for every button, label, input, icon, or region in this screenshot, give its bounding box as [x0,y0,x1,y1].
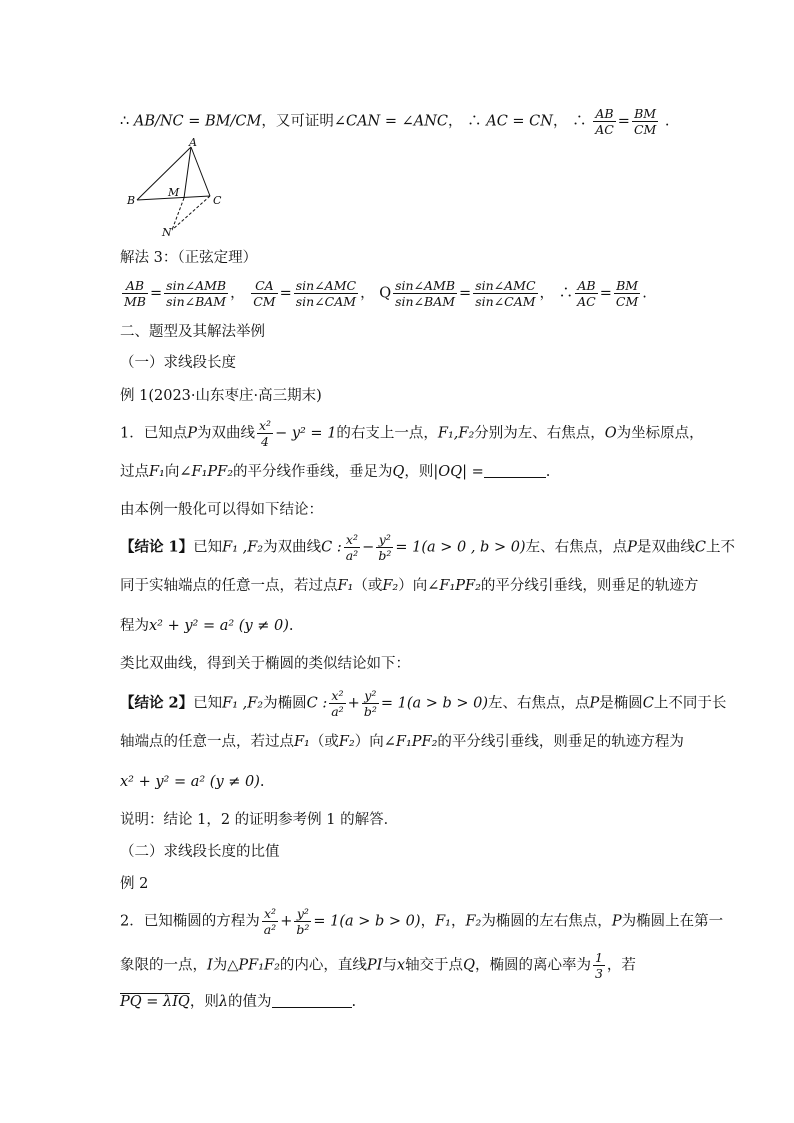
line-pi: PI [366,957,383,974]
eccentricity-fraction [593,950,605,981]
var-o: O [604,425,617,442]
fraction [575,278,598,309]
segment-ab [137,147,191,200]
segment-ac [191,147,210,196]
denominator: b² [363,704,377,719]
answer-blank[interactable] [272,993,352,1008]
fraction [251,278,277,309]
ratio-expression: AB/NC = BM/CM [133,113,262,130]
text: 同于实轴端点的任意一点，若过点 [120,578,338,594]
numerator: x² [262,906,278,922]
numerator: y² [294,906,311,922]
var-p: P [187,425,197,442]
conclusion2-line1 [120,688,726,719]
therefore-symbol: ∴ [572,113,587,130]
text: ）向 [398,578,428,594]
denominator: a² [345,548,359,563]
fraction [614,278,640,309]
var-p: P [589,695,600,712]
numerator: y² [376,532,393,548]
denominator: 3 [594,966,603,981]
text: 的平分线引垂线，则垂足的轨迹方程为 [437,734,684,750]
denominator: CM [615,294,639,309]
text: 与 [382,957,397,974]
numerator: x² [344,532,360,548]
text: 象限的一点， [120,957,207,974]
text: 为双曲线 [263,539,322,556]
denominator: 4 [261,434,269,449]
denominator: CM [253,294,276,309]
text: ， [420,913,436,930]
label-m: M [168,186,180,199]
method3-heading: 解法 3：（正弦定理） [120,250,258,266]
denominator: b² [296,922,310,937]
numerator: AB [575,278,598,294]
var-f1: F₁ [149,464,165,480]
var-f1: F₁ [337,578,354,594]
numerator: AB [593,106,616,122]
denominator: sin∠CAM [295,294,357,309]
equation: = 1(a > b > 0) [313,913,421,930]
text: 为椭圆 [263,695,307,712]
var-c: C [694,539,706,556]
text: ，椭圆的离心率为 [474,957,591,974]
denominator: CM [633,122,657,137]
abs-oq: |OQ| = [433,464,484,480]
denominator: AC [577,294,596,309]
text: （或 [353,578,383,594]
numerator: sin∠AMC [475,278,536,293]
period: . [664,113,670,130]
text: ，若 [606,957,636,974]
problem2-line2 [120,950,636,981]
numerator: sin∠AMB [166,278,227,293]
segment-cn-dashed [172,196,210,230]
problem2-line3 [120,992,356,1012]
triangle: △PF₁F₂ [227,957,280,974]
equation: = 1(a > b > 0) [380,695,489,712]
var-x: x [396,957,406,974]
text: 已知 [193,539,223,556]
text: 过点 [120,464,149,480]
text: ，则 [189,994,219,1010]
fraction [294,906,311,937]
text: 的平分线引垂线，则垂足的轨迹方 [480,578,699,594]
operator: − [362,539,375,556]
triangle-figure [120,138,230,238]
text: ）向 [354,734,384,750]
fraction [393,278,457,309]
text: 的右支上一点， [336,425,438,442]
punct: ， [448,113,463,130]
conclusion-tag: 【结论 2】 [120,694,194,712]
period: . [351,994,357,1010]
var-i: I [207,957,213,974]
curve-name: C : [306,695,328,712]
punct: ， [552,113,568,130]
segment-mn-dashed [172,198,184,230]
conclusion1-line2 [120,576,698,596]
conclusion1-line1 [120,532,735,563]
segment-am [184,147,191,198]
period: . [288,618,294,634]
analogy-text: 类比双曲线，得到关于椭圆的类似结论如下： [120,656,410,672]
equals: = [617,113,630,130]
denominator: a² [331,704,344,719]
angle-equality: ∠CAN = ∠ANC [333,113,449,130]
var-f2: F₂ [465,913,482,930]
text: 的内心，直线 [279,957,367,974]
therefore-symbol: ∴ [120,113,130,130]
label-b: B [127,194,136,207]
text: 为 [212,957,228,974]
q-symbol: Q [379,285,392,302]
segment-equality: AC = CN [486,113,553,130]
text: 左、右焦点，点 [488,695,590,712]
method3-equations: $\frac{AB}{MB}$ = $\frac{\text{sin∠AMB}}{\text{sin∠BAM}}$ ， $\frac{CA}{CM}$ = $\frac{\text{sin∠AMC}}{\text{sin∠CAM}}$ ， Q $\frac{\text{sin∠AMB}}{\text{sin∠BAM}}$ = $\frac{\text{sin∠AMC}}{\text{sin∠CAM}}$ ， ∴ $\frac{AB}{AC}$ = $\frac{BM}{CM}$ . [124,278,647,309]
text: 的值为 [228,994,272,1010]
denominator: b² [378,548,392,563]
locus-equation: x² + y² = a² (y ≠ 0) [149,618,289,634]
problem1-line2 [120,462,550,482]
numerator: BM [614,278,640,294]
var-f2: F₂ [382,578,399,594]
angle: ∠F₁PF₂ [179,464,234,480]
text: 2．已知椭圆的方程为 [120,913,260,930]
var-f1: F₁ [294,734,310,750]
numerator: x² [329,688,345,704]
var-foci: F₁ ,F₂ [222,695,264,712]
text: 上不 [705,539,735,556]
denominator: sin∠BAM [166,294,227,309]
numerator: sin∠AMB [395,278,456,293]
example2-label: 例 2 [120,876,149,892]
denominator: sin∠CAM [475,294,536,309]
denominator: a² [263,922,277,937]
denominator: sin∠BAM [395,294,456,309]
var-p: P [611,913,622,930]
fraction [344,532,360,563]
var-lambda: λ [218,994,229,1010]
angle: ∠F₁PF₂ [383,734,438,750]
text: 为椭圆的左右焦点， [481,913,612,930]
conclusion2-line3 [120,772,265,792]
conclusion1-line3 [120,616,294,636]
text: 为坐标原点， [616,425,704,442]
example1-label: 例 1(2023·山东枣庄·高三期末) [120,388,322,404]
text: 的平分线作垂线，垂足为 [233,464,393,480]
note-text: 说明：结论 1，2 的证明参考例 1 的解答． [120,812,399,828]
numerator: sin∠AMC [295,278,357,293]
numerator: AB [122,278,148,294]
therefore-symbol: ∴ [467,113,482,130]
subsection-heading-1: （一）求线段长度 [120,355,236,371]
text: 向 [164,464,180,480]
numerator: CA [251,278,277,294]
period: . [545,464,551,480]
text: ，则 [404,464,434,480]
section-heading-2: 二、题型及其解法举例 [120,324,265,340]
text-also-prove: 又可证明 [275,113,334,130]
var-foci: F₁,F₂ [437,425,475,442]
text: 轴交于点 [405,957,464,974]
angle: ∠F₁PF₂ [427,578,481,594]
text: 已知 [193,695,223,712]
fraction-bm-cm [632,106,658,137]
text: 左、右焦点，点 [525,539,628,556]
conclusion-tag: 【结论 1】 [120,538,194,556]
answer-blank[interactable] [484,463,546,478]
text: ， [450,913,466,930]
fraction [294,278,358,309]
fraction [329,688,345,719]
text: 1．已知点 [120,425,188,442]
operator: + [347,695,360,712]
denominator: MB [124,294,146,309]
text: （或 [309,734,339,750]
text: 为椭圆上在第一 [621,913,724,930]
equation: − y² = 1 [275,425,337,442]
text: 程为 [120,618,149,634]
text: 分别为左、右焦点， [474,425,605,442]
problem2-line1 [120,906,723,937]
generalize-text: 由本例一般化可以得如下结论： [120,502,323,518]
denominator: AC [595,122,614,137]
numerator: 1 [594,950,603,965]
locus-equation: x² + y² = a² (y ≠ 0) [120,774,260,790]
var-f2: F₂ [338,734,355,750]
text: 是双曲线 [636,539,695,556]
therefore-symbol: ∴ [558,285,574,302]
text: 上不同于长 [653,695,727,712]
var-foci: F₁ ,F₂ [222,539,264,556]
operator: + [280,913,293,930]
subsection-heading-2: （二）求线段长度的比值 [120,844,280,860]
fraction [122,278,148,309]
var-c: C [642,695,654,712]
period: . [259,774,265,790]
numerator: x² [259,418,272,433]
problem1-line1 [120,418,704,449]
var-f1: F₁ [435,913,451,930]
text: 为双曲线 [197,425,255,442]
fraction [262,906,278,937]
var-p: P [627,539,637,556]
fraction [257,418,273,449]
proof-line-1 [120,106,670,137]
numerator: y² [362,688,379,704]
conclusion2-line2 [120,732,684,752]
punct: ， [261,113,276,130]
fraction [362,688,379,719]
label-n: N [162,226,172,238]
fraction [376,532,393,563]
equation: = 1(a > 0 , b > 0) [395,539,526,556]
label-a: A [189,138,197,149]
fraction-ab-ac [593,106,616,137]
text: 是椭圆 [599,695,643,712]
numerator: BM [632,106,658,122]
var-q: Q [392,464,405,480]
vector-equation: PQ = λIQ [120,994,190,1010]
var-q: Q [463,957,475,974]
fraction [473,278,537,309]
fraction [164,278,228,309]
curve-name: C : [321,539,342,556]
text: 轴端点的任意一点，若过点 [120,734,294,750]
label-c: C [213,194,222,207]
